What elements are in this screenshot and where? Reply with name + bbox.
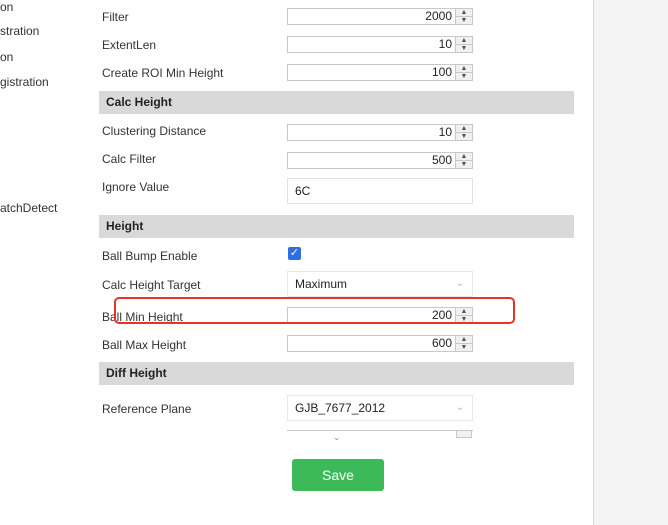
left-navigation (0, 0, 92, 525)
calc-height-target-label: Calc Height Target (102, 278, 201, 292)
height-section-header: Height (99, 215, 574, 238)
ball-bump-enable-checkbox[interactable] (288, 247, 301, 260)
calc-height-target-value: Maximum (295, 277, 348, 291)
reference-plane-select[interactable] (287, 395, 473, 421)
ball-min-height-value: 200 (431, 308, 452, 322)
spin-up-icon[interactable]: ▲ (456, 336, 472, 344)
calc-filter-spinner[interactable] (455, 153, 472, 168)
extent-len-spinner[interactable] (455, 37, 472, 52)
calc-height-section-header: Calc Height (99, 91, 574, 114)
clustering-distance-spinner[interactable] (455, 125, 472, 140)
spin-up-icon[interactable]: ▲ (456, 125, 472, 133)
ball-bump-enable-label: Ball Bump Enable (102, 249, 198, 263)
extent-len-label: ExtentLen (102, 38, 157, 52)
calc-height-target-select[interactable] (287, 271, 473, 297)
create-roi-min-height-spinner[interactable] (455, 65, 472, 80)
create-roi-min-height-spinbox[interactable] (287, 64, 473, 81)
nav-item-1[interactable]: on (0, 0, 14, 14)
extent-len-spinbox[interactable] (287, 36, 473, 53)
extent-len-value: 10 (438, 37, 452, 51)
nav-item-3[interactable]: on (0, 50, 14, 64)
check-icon: ✓ (289, 247, 300, 259)
ball-max-height-value: 600 (431, 336, 452, 350)
diff-height-section-header: Diff Height (99, 362, 574, 385)
spin-down-icon[interactable]: ▼ (456, 344, 472, 351)
calc-filter-value: 500 (431, 153, 452, 167)
spin-up-icon[interactable]: ▲ (456, 9, 472, 17)
ball-min-height-label: Ball Min Height (102, 310, 183, 324)
save-button[interactable]: Save (292, 459, 384, 491)
filter-value: 2000 (425, 9, 452, 23)
clustering-distance-value: 10 (438, 125, 452, 139)
spin-up-icon[interactable]: ▲ (456, 308, 472, 316)
spin-down-icon[interactable]: ▼ (456, 161, 472, 168)
calc-filter-label: Calc Filter (102, 152, 157, 166)
filter-spinbox[interactable] (287, 8, 473, 25)
calc-filter-spinbox[interactable] (287, 152, 473, 169)
filter-label: Filter (102, 10, 129, 24)
ball-max-height-spinner[interactable] (455, 336, 472, 351)
chevron-down-icon: ⌄ (333, 432, 341, 442)
nav-item-4[interactable]: gistration (0, 75, 49, 89)
ignore-value-label: Ignore Value (102, 180, 170, 194)
spin-down-icon[interactable]: ▼ (456, 17, 472, 24)
reference-plane-label: Reference Plane (102, 402, 192, 416)
clustering-distance-label: Clustering Distance (102, 124, 207, 138)
nav-item-2[interactable]: stration (0, 24, 40, 38)
reference-plane-value: GJB_7677_2012 (295, 401, 386, 415)
right-gutter (594, 0, 668, 525)
chevron-down-icon: ⌄ (455, 278, 464, 289)
partially-hidden-field[interactable] (287, 430, 473, 438)
filter-spinner[interactable] (455, 9, 472, 24)
ball-min-height-highlight (114, 297, 515, 324)
chevron-down-icon: ⌄ (455, 402, 464, 413)
create-roi-min-height-value: 100 (431, 65, 452, 79)
spin-up-icon[interactable]: ▲ (456, 37, 472, 45)
spin-down-icon[interactable]: ▼ (456, 316, 472, 323)
spin-down-icon[interactable]: ▼ (456, 133, 472, 140)
partially-hidden-spinner[interactable] (456, 430, 472, 438)
ball-max-height-label: Ball Max Height (102, 338, 187, 352)
spin-down-icon[interactable]: ▼ (456, 45, 472, 52)
spin-up-icon[interactable]: ▲ (456, 65, 472, 73)
clustering-distance-spinbox[interactable] (287, 124, 473, 141)
nav-item-5[interactable]: atchDetect (0, 201, 58, 215)
settings-panel (92, 0, 594, 525)
ignore-value-input[interactable]: 6C (287, 178, 473, 204)
ball-max-height-spinbox[interactable] (287, 335, 473, 352)
create-roi-min-height-label: Create ROI Min Height (102, 66, 224, 80)
spin-up-icon[interactable]: ▲ (456, 153, 472, 161)
spin-down-icon[interactable]: ▼ (456, 73, 472, 80)
